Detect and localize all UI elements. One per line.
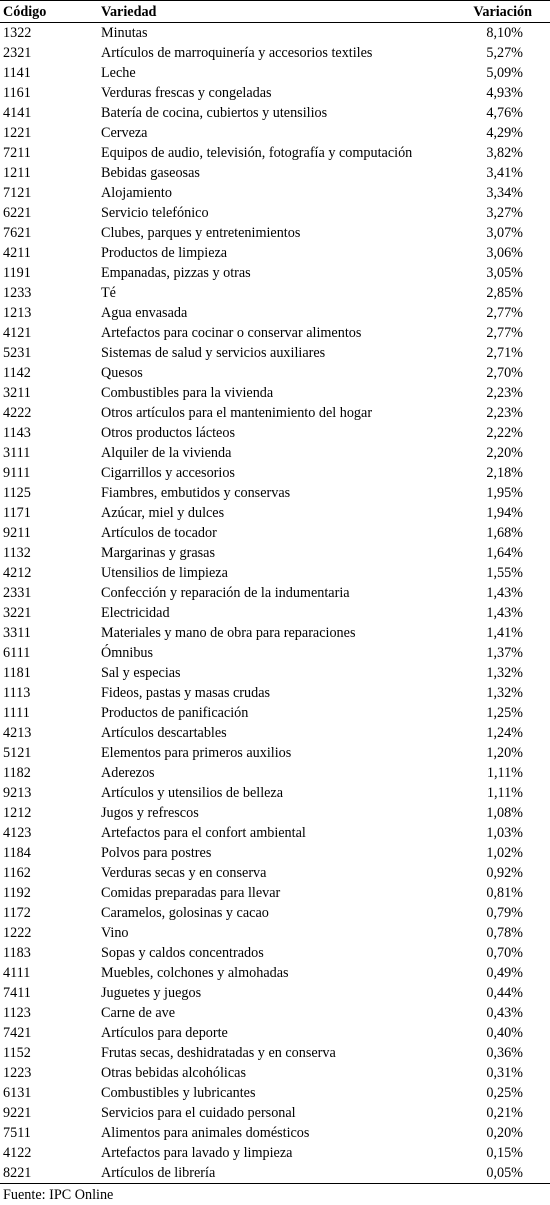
cell-variacion: 3,06% — [486, 245, 523, 261]
cell-codigo: 1184 — [3, 845, 31, 861]
cell-variedad: Minutas — [101, 25, 148, 41]
cell-variacion: 1,43% — [486, 605, 523, 621]
header-variedad: Variedad — [98, 1, 458, 23]
cell-variedad: Utensilios de limpieza — [101, 565, 228, 581]
cell-variedad: Alquiler de la vivienda — [101, 445, 232, 461]
table-row — [0, 703, 550, 723]
cell-variacion: 1,03% — [486, 825, 523, 841]
cell-variacion: 0,36% — [486, 1045, 523, 1061]
cell-codigo: 1191 — [3, 265, 31, 281]
cell-codigo: 1181 — [3, 665, 31, 681]
cell-codigo: 7511 — [3, 1125, 31, 1141]
cell-variacion: 5,09% — [486, 65, 523, 81]
cell-codigo: 4122 — [3, 1145, 32, 1161]
cell-codigo: 1162 — [3, 865, 31, 881]
cell-variacion: 4,76% — [486, 105, 523, 121]
cell-codigo: 7411 — [3, 985, 31, 1001]
table-row — [0, 763, 550, 783]
cell-variedad: Sopas y caldos concentrados — [101, 945, 264, 961]
cell-variacion: 2,77% — [486, 305, 523, 321]
cell-codigo: 1213 — [3, 305, 32, 321]
cell-codigo: 4213 — [3, 725, 32, 741]
table-row — [0, 1123, 550, 1143]
table-row — [0, 223, 550, 243]
cell-variedad: Productos de limpieza — [101, 245, 228, 261]
cell-codigo: 4212 — [3, 565, 32, 581]
cell-variacion: 0,43% — [486, 1005, 523, 1021]
cell-codigo: 4222 — [3, 405, 32, 421]
cell-variacion: 1,02% — [486, 845, 523, 861]
table-row — [0, 243, 550, 263]
table-row — [0, 523, 550, 543]
cell-variedad: Equipos de audio, televisión, fotografía y computación — [101, 145, 413, 161]
cell-variedad: Té — [101, 285, 116, 301]
cell-variedad: Artefactos para el confort ambiental — [101, 825, 306, 841]
cell-variedad: Artefactos para cocinar o conservar alimentos — [101, 325, 362, 341]
table-row — [0, 263, 550, 283]
cell-variedad: Otros artículos para el mantenimiento del hogar — [101, 405, 373, 421]
cell-variedad: Verduras secas y en conserva — [101, 865, 267, 881]
cell-variedad: Otras bebidas alcohólicas — [101, 1065, 246, 1081]
cell-variacion: 0,79% — [486, 905, 523, 921]
cell-variacion: 0,25% — [486, 1085, 523, 1101]
cell-variacion: 0,49% — [486, 965, 523, 981]
cell-codigo: 6221 — [3, 205, 32, 221]
cell-codigo: 4141 — [3, 105, 32, 121]
cell-codigo: 2331 — [3, 585, 32, 601]
cell-variacion: 0,05% — [458, 1163, 550, 1184]
cell-codigo: 5121 — [3, 745, 32, 761]
cell-codigo: 1132 — [3, 545, 31, 561]
cell-variacion: 1,11% — [486, 785, 523, 801]
table-row — [0, 663, 550, 683]
cell-variacion: 0,40% — [486, 1025, 523, 1041]
cell-codigo: 2321 — [3, 45, 32, 61]
cell-variedad: Azúcar, miel y dulces — [101, 505, 225, 521]
table-row — [0, 683, 550, 703]
cell-variedad: Quesos — [101, 365, 143, 381]
cell-variedad: Batería de cocina, cubiertos y utensilios — [101, 105, 328, 121]
cell-variacion: 3,82% — [486, 145, 523, 161]
cell-variedad: Sal y especias — [101, 665, 181, 681]
header-variacion: Variación — [458, 1, 550, 23]
cell-codigo: 4121 — [3, 325, 32, 341]
table-row — [0, 783, 550, 803]
cell-variedad: Combustibles para la vivienda — [101, 385, 274, 401]
cell-variedad: Frutas secas, deshidratadas y en conserva — [101, 1045, 336, 1061]
cell-codigo: 3211 — [3, 385, 31, 401]
cell-codigo: 1152 — [3, 1045, 31, 1061]
cell-variedad: Electricidad — [101, 605, 170, 621]
cell-codigo: 1123 — [3, 1005, 31, 1021]
table-row — [0, 83, 550, 103]
cell-variacion: 2,77% — [486, 325, 523, 341]
cell-codigo: 1143 — [3, 425, 31, 441]
cell-variedad: Fideos, pastas y masas crudas — [101, 685, 271, 701]
cell-codigo: 1142 — [3, 365, 31, 381]
cell-variacion: 4,29% — [486, 125, 523, 141]
table-row — [0, 883, 550, 903]
table-row — [0, 503, 550, 523]
cell-variacion: 8,10% — [486, 25, 523, 41]
cell-variacion: 0,81% — [486, 885, 523, 901]
cell-variacion: 0,70% — [486, 945, 523, 961]
table-row — [0, 843, 550, 863]
table-row — [0, 723, 550, 743]
cell-variacion: 2,71% — [486, 345, 523, 361]
cell-variedad: Bebidas gaseosas — [101, 165, 200, 181]
table-row — [0, 1083, 550, 1103]
cell-variacion: 2,20% — [486, 445, 523, 461]
cell-variacion: 2,70% — [486, 365, 523, 381]
cell-codigo: 7121 — [3, 185, 32, 201]
cell-variacion: 0,44% — [486, 985, 523, 1001]
cell-variacion: 2,23% — [486, 405, 523, 421]
cell-variedad: Polvos para postres — [101, 845, 212, 861]
cell-variedad: Servicios para el cuidado personal — [101, 1105, 296, 1121]
table-row — [0, 643, 550, 663]
cell-variacion: 1,95% — [486, 485, 523, 501]
cell-variedad: Clubes, parques y entretenimientos — [101, 225, 301, 241]
cell-variacion: 1,32% — [486, 685, 523, 701]
cell-codigo: 1211 — [3, 165, 31, 181]
cell-variedad: Artefactos para lavado y limpieza — [101, 1145, 293, 1161]
table-row — [0, 823, 550, 843]
table-row — [0, 923, 550, 943]
table-row — [0, 483, 550, 503]
cell-variacion: 3,34% — [486, 185, 523, 201]
table-row — [0, 123, 550, 143]
table-row — [0, 903, 550, 923]
table-row — [0, 23, 550, 44]
cell-codigo: 1322 — [3, 25, 32, 41]
cell-variedad: Jugos y refrescos — [101, 805, 199, 821]
cell-variedad: Juguetes y juegos — [101, 985, 202, 1001]
table-row — [0, 543, 550, 563]
cell-variedad: Cerveza — [101, 125, 148, 141]
cell-variedad: Leche — [101, 65, 136, 81]
cell-variedad: Empanadas, pizzas y otras — [101, 265, 251, 281]
cell-codigo: 1223 — [3, 1065, 32, 1081]
header-row — [0, 1, 550, 23]
table-row — [0, 563, 550, 583]
cell-variedad: Agua envasada — [101, 305, 188, 321]
cell-codigo: 4123 — [3, 825, 32, 841]
table-row — [0, 463, 550, 483]
cell-variedad: Caramelos, golosinas y cacao — [101, 905, 269, 921]
cell-codigo: 3221 — [3, 605, 32, 621]
table-row — [0, 1063, 550, 1083]
cell-variedad: Materiales y mano de obra para reparaciones — [101, 625, 356, 641]
cell-variacion: 0,21% — [486, 1105, 523, 1121]
cell-variedad: Margarinas y grasas — [101, 545, 215, 561]
cell-variedad: Productos de panificación — [101, 705, 249, 721]
cell-variacion: 2,23% — [486, 385, 523, 401]
table-row — [0, 863, 550, 883]
cell-codigo: 1221 — [3, 125, 32, 141]
table-row — [0, 323, 550, 343]
cell-codigo: 1113 — [3, 685, 31, 701]
cell-codigo: 3311 — [3, 625, 31, 641]
table-row — [0, 343, 550, 363]
cell-variacion: 3,41% — [486, 165, 523, 181]
table-row — [0, 203, 550, 223]
table-header — [0, 1, 550, 23]
cell-codigo: 1182 — [3, 765, 31, 781]
table-row — [0, 63, 550, 83]
cell-variedad: Otros productos lácteos — [101, 425, 235, 441]
table-row — [0, 603, 550, 623]
cell-variacion: 1,64% — [486, 545, 523, 561]
table-row — [0, 43, 550, 63]
cell-codigo: 1212 — [3, 805, 32, 821]
cell-variedad: Fiambres, embutidos y conservas — [101, 485, 291, 501]
table-body — [0, 23, 550, 1184]
table-row — [0, 1043, 550, 1063]
cell-codigo: 9221 — [3, 1105, 32, 1121]
cell-variedad: Comidas preparadas para llevar — [101, 885, 281, 901]
table-row — [0, 943, 550, 963]
cell-variacion: 2,18% — [486, 465, 523, 481]
source-note: Fuente: IPC Online — [3, 1187, 114, 1203]
cell-codigo: 1183 — [3, 945, 31, 961]
cell-variacion: 4,93% — [486, 85, 523, 101]
cell-codigo: 1161 — [3, 85, 31, 101]
cell-variedad: Artículos descartables — [101, 725, 227, 741]
cell-variedad: Artículos de marroquinería y accesorios textiles — [101, 45, 373, 61]
cell-variedad: Alojamiento — [101, 185, 172, 201]
cell-codigo: 1141 — [3, 65, 31, 81]
cell-variedad: Artículos de tocador — [101, 525, 217, 541]
cell-variacion: 0,78% — [486, 925, 523, 941]
cell-variedad: Confección y reparación de la indumentaria — [101, 585, 350, 601]
cell-variedad: Alimentos para animales domésticos — [101, 1125, 310, 1141]
cell-variedad: Servicio telefónico — [101, 205, 209, 221]
table-row — [0, 803, 550, 823]
cell-variedad: Ómnibus — [101, 645, 154, 661]
cell-variedad: Muebles, colchones y almohadas — [101, 965, 289, 981]
cell-variacion: 0,15% — [486, 1145, 523, 1161]
cell-variacion: 1,41% — [486, 625, 523, 641]
table-row — [0, 983, 550, 1003]
table-row — [0, 963, 550, 983]
cell-codigo: 9111 — [3, 465, 31, 481]
cell-codigo: 1125 — [3, 485, 31, 501]
cell-variedad: Artículos para deporte — [101, 1025, 228, 1041]
cell-variacion: 0,31% — [486, 1065, 523, 1081]
table-row — [0, 163, 550, 183]
cell-variacion: 3,07% — [486, 225, 523, 241]
table-row — [0, 1163, 550, 1184]
cell-variacion: 2,22% — [486, 425, 523, 441]
table-row — [0, 423, 550, 443]
cell-codigo: 3111 — [3, 445, 31, 461]
cell-variacion: 1,32% — [486, 665, 523, 681]
table-row — [0, 143, 550, 163]
cell-codigo: 7421 — [3, 1025, 32, 1041]
table-row — [0, 183, 550, 203]
cell-codigo: 1171 — [3, 505, 31, 521]
cell-codigo: 9211 — [3, 525, 31, 541]
cell-variacion: 1,11% — [486, 765, 523, 781]
header-codigo: Código — [0, 1, 98, 23]
cell-codigo: 1192 — [3, 885, 31, 901]
table-row — [0, 383, 550, 403]
table-row — [0, 283, 550, 303]
table-row — [0, 363, 550, 383]
cell-codigo: 1222 — [3, 925, 32, 941]
cell-variacion: 0,92% — [486, 865, 523, 881]
table-row — [0, 1023, 550, 1043]
cell-variacion: 2,85% — [486, 285, 523, 301]
cell-variacion: 1,20% — [486, 745, 523, 761]
cell-variedad: Sistemas de salud y servicios auxiliares — [101, 345, 326, 361]
cell-variedad: Artículos de librería — [98, 1163, 458, 1184]
cell-variacion: 5,27% — [486, 45, 523, 61]
cell-variedad: Combustibles y lubricantes — [101, 1085, 256, 1101]
cell-variacion: 3,05% — [486, 265, 523, 281]
cell-variacion: 3,27% — [486, 205, 523, 221]
cell-codigo: 1172 — [3, 905, 31, 921]
table-row — [0, 623, 550, 643]
cell-variacion: 1,94% — [486, 505, 523, 521]
cell-codigo: 4111 — [3, 965, 31, 981]
cell-variacion: 1,25% — [486, 705, 523, 721]
cell-codigo: 7621 — [3, 225, 32, 241]
cell-variedad: Artículos y utensilios de belleza — [101, 785, 284, 801]
cell-codigo: 6111 — [3, 645, 31, 661]
cell-codigo: 6131 — [3, 1085, 32, 1101]
table-row — [0, 303, 550, 323]
cell-variacion: 1,55% — [486, 565, 523, 581]
cell-codigo: 7211 — [3, 145, 31, 161]
cell-codigo: 8221 — [0, 1163, 98, 1184]
cell-variedad: Carne de ave — [101, 1005, 176, 1021]
cell-variacion: 0,20% — [486, 1125, 523, 1141]
table-row — [0, 583, 550, 603]
table-row — [0, 743, 550, 763]
cell-codigo: 5231 — [3, 345, 32, 361]
cell-variedad: Elementos para primeros auxilios — [101, 745, 292, 761]
table-row — [0, 103, 550, 123]
cell-codigo: 4211 — [3, 245, 31, 261]
cell-variedad: Aderezos — [101, 765, 155, 781]
table-row — [0, 1003, 550, 1023]
cell-codigo: 1233 — [3, 285, 32, 301]
cell-variacion: 1,24% — [486, 725, 523, 741]
cell-variacion: 1,37% — [486, 645, 523, 661]
cell-codigo: 1111 — [3, 705, 30, 721]
cell-variedad: Cigarrillos y accesorios — [101, 465, 235, 481]
table-row — [0, 403, 550, 423]
cell-variacion: 1,08% — [486, 805, 523, 821]
cell-variacion: 1,43% — [486, 585, 523, 601]
table-row — [0, 443, 550, 463]
cell-variedad: Vino — [101, 925, 129, 941]
cell-variacion: 1,68% — [486, 525, 523, 541]
table-row — [0, 1103, 550, 1123]
cell-codigo: 9213 — [3, 785, 32, 801]
cell-variedad: Verduras frescas y congeladas — [101, 85, 272, 101]
table-row — [0, 1143, 550, 1163]
